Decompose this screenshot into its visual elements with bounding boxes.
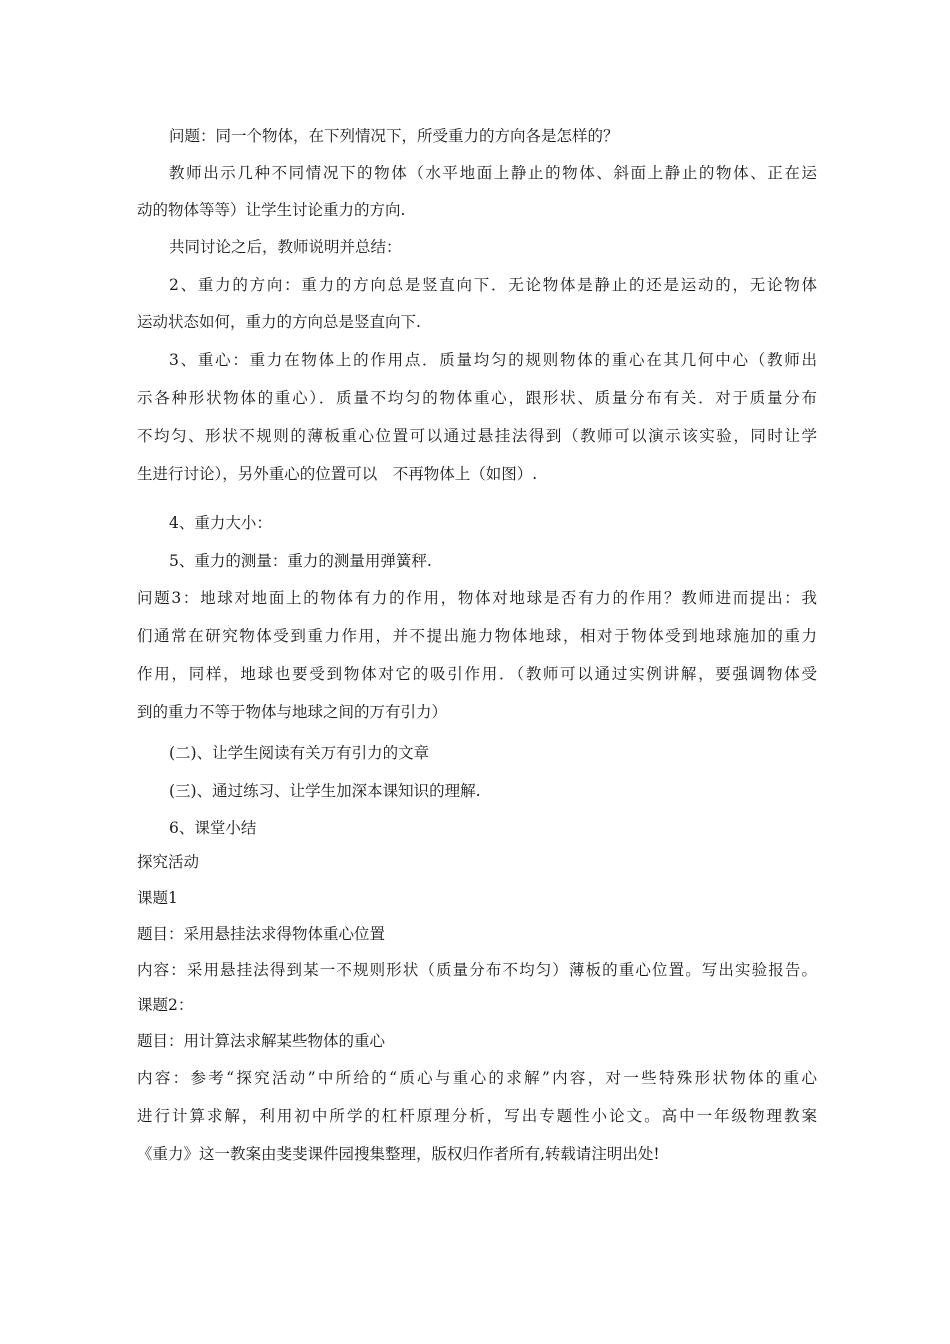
paragraph-line: 《重力》这一教案由斐斐课件园搜集整理，版权归作者所有,转载请注明出处!	[137, 1145, 660, 1163]
paragraph-line: 示各种形状物体的重心）．质量不均匀的物体重心，跟形状、质量分布有关．对于质量分布	[137, 389, 817, 407]
paragraph-line: 课题1	[137, 889, 178, 907]
paragraph-line: 动的物体等等）让学生讨论重力的方向.	[137, 201, 406, 219]
paragraph-line: 作用，同样，地球也要受到物体对它的吸引作用．（教师可以通过实例讲解，要强调物体受	[137, 665, 817, 683]
paragraph-line: 题目：用计算法求解某些物体的重心	[137, 1032, 386, 1050]
paragraph-line: (三)、通过练习、让学生加深本课知识的理解.	[169, 782, 481, 800]
paragraph-line: 5、重力的测量：重力的测量用弹簧秤.	[169, 552, 432, 570]
paragraph-line: 生进行讨论），另外重心的位置可以 不再物体上（如图）.	[137, 465, 538, 483]
paragraph-line: 课题2：	[137, 996, 194, 1014]
paragraph-line: (二)、让学生阅读有关万有引力的文章	[169, 744, 430, 762]
paragraph-line: 3、重心：重力在物体上的作用点．质量均匀的规则物体的重心在其几何中心（教师出	[169, 351, 817, 369]
paragraph-line: 4、重力大小：	[169, 514, 272, 532]
paragraph-line: 们通常在研究物体受到重力作用，并不提出施力物体地球，相对于物体受到地球施加的重力	[137, 627, 817, 645]
section-heading: 探究活动	[137, 853, 200, 871]
paragraph-line: 进行计算求解，利用初中所学的杠杆原理分析，写出专题性小论文。高中一年级物理教案	[137, 1107, 817, 1125]
paragraph-line: 题目：采用悬挂法求得物体重心位置	[137, 925, 386, 943]
paragraph-line: 内容：采用悬挂法得到某一不规则形状（质量分布不均匀）薄板的重心位置。写出实验报告。	[137, 961, 817, 979]
paragraph-line: 内容：参考“探究活动”中所给的“质心与重心的求解”内容，对一些特殊形状物体的重心	[137, 1069, 817, 1087]
paragraph-line: 不均匀、形状不规则的薄板重心位置可以通过悬挂法得到（教师可以演示该实验，同时让学	[137, 427, 817, 445]
paragraph-line: 到的重力不等于物体与地球之间的万有引力）	[137, 703, 448, 721]
paragraph-line: 2、重力的方向：重力的方向总是竖直向下．无论物体是静止的还是运动的，无论物体	[169, 276, 817, 294]
paragraph-line: 运动状态如何，重力的方向总是竖直向下.	[137, 313, 421, 331]
paragraph-line: 教师出示几种不同情况下的物体（水平地面上静止的物体、斜面上静止的物体、正在运	[169, 164, 817, 182]
paragraph-line: 共同讨论之后，教师说明并总结：	[169, 238, 402, 256]
paragraph-line: 问题：同一个物体，在下列情况下，所受重力的方向各是怎样的？	[169, 127, 619, 145]
paragraph-line: 6、课堂小结	[169, 819, 257, 837]
paragraph-line: 问题3：地球对地面上的物体有力的作用，物体对地球是否有力的作用？教师进而提出：我	[137, 589, 817, 607]
